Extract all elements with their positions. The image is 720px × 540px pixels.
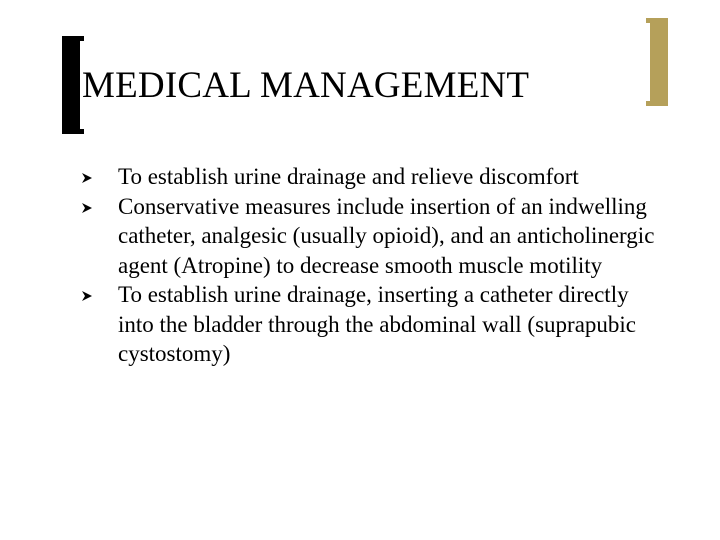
bullet-text: Conservative measures include insertion of an indwelling catheter, analgesic (usually opioid), and an anticholinergic agent (Atropine) to decrease smooth muscle motility bbox=[118, 193, 655, 278]
right-bracket-bottom-decoration bbox=[646, 101, 668, 106]
left-bracket-decoration bbox=[62, 36, 80, 134]
bullet-text: To establish urine drainage, inserting a catheter directly into the bladder through the abdominal wall (suprapubic cystostomy) bbox=[118, 282, 637, 366]
bullet-item bbox=[78, 162, 658, 192]
left-bracket-bottom-decoration bbox=[62, 129, 84, 134]
arrowhead-bullet-icon bbox=[82, 291, 92, 301]
bullet-item bbox=[78, 192, 658, 281]
arrowhead-bullet-icon bbox=[82, 173, 92, 183]
arrowhead-bullet-icon bbox=[82, 203, 92, 213]
bullet-text: To establish urine drainage and relieve discomfort bbox=[118, 164, 579, 189]
left-bracket-top-decoration bbox=[62, 36, 84, 41]
bullet-item bbox=[78, 280, 658, 369]
right-bracket-decoration bbox=[650, 18, 668, 106]
slide-title: MEDICAL MANAGEMENT bbox=[82, 65, 530, 106]
bullet-list bbox=[78, 162, 658, 369]
right-bracket-top-decoration bbox=[646, 18, 668, 23]
